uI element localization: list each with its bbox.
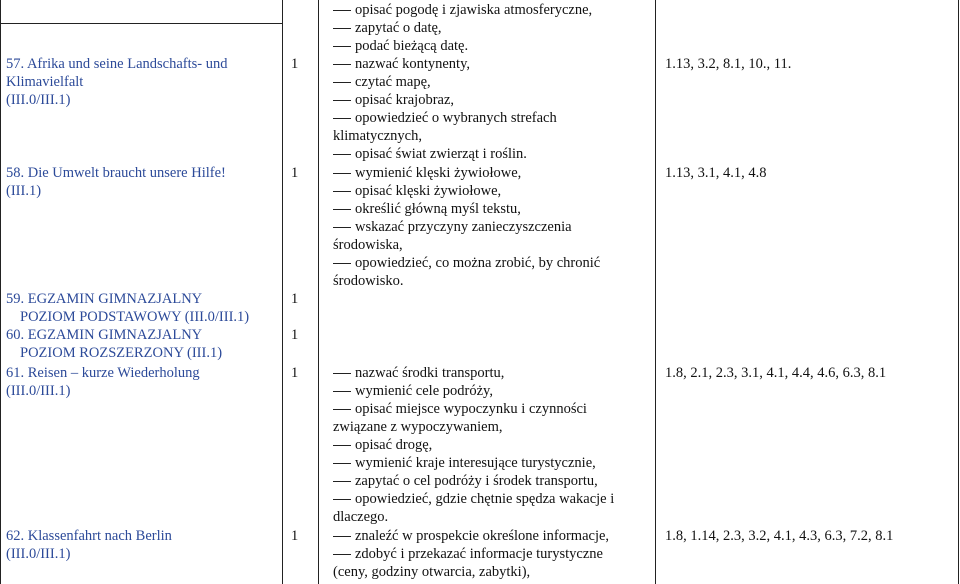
- objective-item: podać bieżącą datę.: [355, 38, 469, 54]
- objective-item: zapytać o cel podróży i środek transportu,: [355, 473, 598, 489]
- topic-58-title: 58. Die Umwelt braucht unsere Hilfe!: [6, 165, 226, 181]
- topic-61-title: 61. Reisen – kurze Wiederholung: [6, 365, 200, 381]
- reference-57: 1.13, 3.2, 8.1, 10., 11.: [665, 56, 792, 72]
- objective-item: opowiedzieć, co można zrobić, by chronić: [355, 255, 601, 271]
- reference-62: 1.8, 1.14, 2.3, 3.2, 4.1, 4.3, 6.3, 7.2, 8.1: [665, 528, 894, 544]
- objective-item: nazwać środki transportu,: [355, 365, 505, 381]
- topic-57-level: (III.0/III.1): [6, 92, 71, 108]
- objective-item-cont: (ceny, godziny otwarcia, zabytki),: [333, 564, 531, 580]
- objective-item: opisać świat zwierząt i roślin.: [355, 146, 527, 162]
- column-divider-3: [655, 0, 656, 584]
- reference-61: 1.8, 2.1, 2.3, 3.1, 4.1, 4.4, 4.6, 6.3, 8.1: [665, 365, 887, 381]
- objective-item: zdobyć i przekazać informacje turystyczne: [355, 546, 603, 562]
- objective-item: zapytać o datę,: [355, 20, 442, 36]
- topic-62-level: (III.0/III.1): [6, 546, 71, 562]
- table-border-left: [0, 0, 1, 584]
- objective-item-cont: klimatycznych,: [333, 128, 422, 144]
- objective-item: znaleźć w prospekcie określone informacje,: [355, 528, 610, 544]
- topic-61-level: (III.0/III.1): [6, 383, 71, 399]
- row-divider: [0, 23, 282, 24]
- objective-item-cont: związane z wypoczywaniem,: [333, 419, 503, 435]
- topic-58-level: (III.1): [6, 183, 42, 199]
- objective-item: opowiedzieć o wybranych strefach: [355, 110, 557, 126]
- objective-item: opisać drogę,: [355, 437, 433, 453]
- hours-58: 1: [291, 165, 299, 181]
- objective-item: czytać mapę,: [355, 74, 431, 90]
- topic-59-title-cont: POZIOM PODSTAWOWY (III.0/III.1): [20, 309, 250, 325]
- topic-60-title-cont: POZIOM ROZSZERZONY (III.1): [20, 345, 223, 361]
- objective-item-cont: dlaczego.: [333, 509, 389, 525]
- topic-62-title: 62. Klassenfahrt nach Berlin: [6, 528, 172, 544]
- objective-item: opisać krajobraz,: [355, 92, 455, 108]
- objective-item: nazwać kontynenty,: [355, 56, 471, 72]
- hours-60: 1: [291, 327, 299, 343]
- objective-item-cont: środowisko.: [333, 273, 404, 289]
- hours-59: 1: [291, 291, 299, 307]
- objective-item: opisać pogodę i zjawiska atmosferyczne,: [355, 2, 593, 18]
- objective-item: opisać klęski żywiołowe,: [355, 183, 502, 199]
- objective-item: określić główną myśl tekstu,: [355, 201, 521, 217]
- topic-57-title: 57. Afrika und seine Landschafts- und: [6, 56, 228, 72]
- reference-58: 1.13, 3.1, 4.1, 4.8: [665, 165, 767, 181]
- objective-item-cont: środowiska,: [333, 237, 403, 253]
- objective-item: wskazać przyczyny zanieczyszczenia: [355, 219, 572, 235]
- objective-item: opisać miejsce wypoczynku i czynności: [355, 401, 587, 417]
- column-divider-2: [318, 0, 319, 584]
- hours-62: 1: [291, 528, 299, 544]
- objective-item: wymienić kraje interesujące turystycznie,: [355, 455, 596, 471]
- topic-59-title: 59. EGZAMIN GIMNAZJALNY: [6, 291, 203, 307]
- hours-57: 1: [291, 56, 299, 72]
- column-divider-1: [282, 0, 283, 584]
- hours-61: 1: [291, 365, 299, 381]
- table-border-right: [958, 0, 959, 584]
- objective-item: opowiedzieć, gdzie chętnie spędza wakacje i: [355, 491, 615, 507]
- topic-60-title: 60. EGZAMIN GIMNAZJALNY: [6, 327, 203, 343]
- topic-57-title-cont: Klimavielfalt: [6, 74, 84, 90]
- objective-item: wymienić cele podróży,: [355, 383, 493, 399]
- objective-item: wymienić klęski żywiołowe,: [355, 165, 522, 181]
